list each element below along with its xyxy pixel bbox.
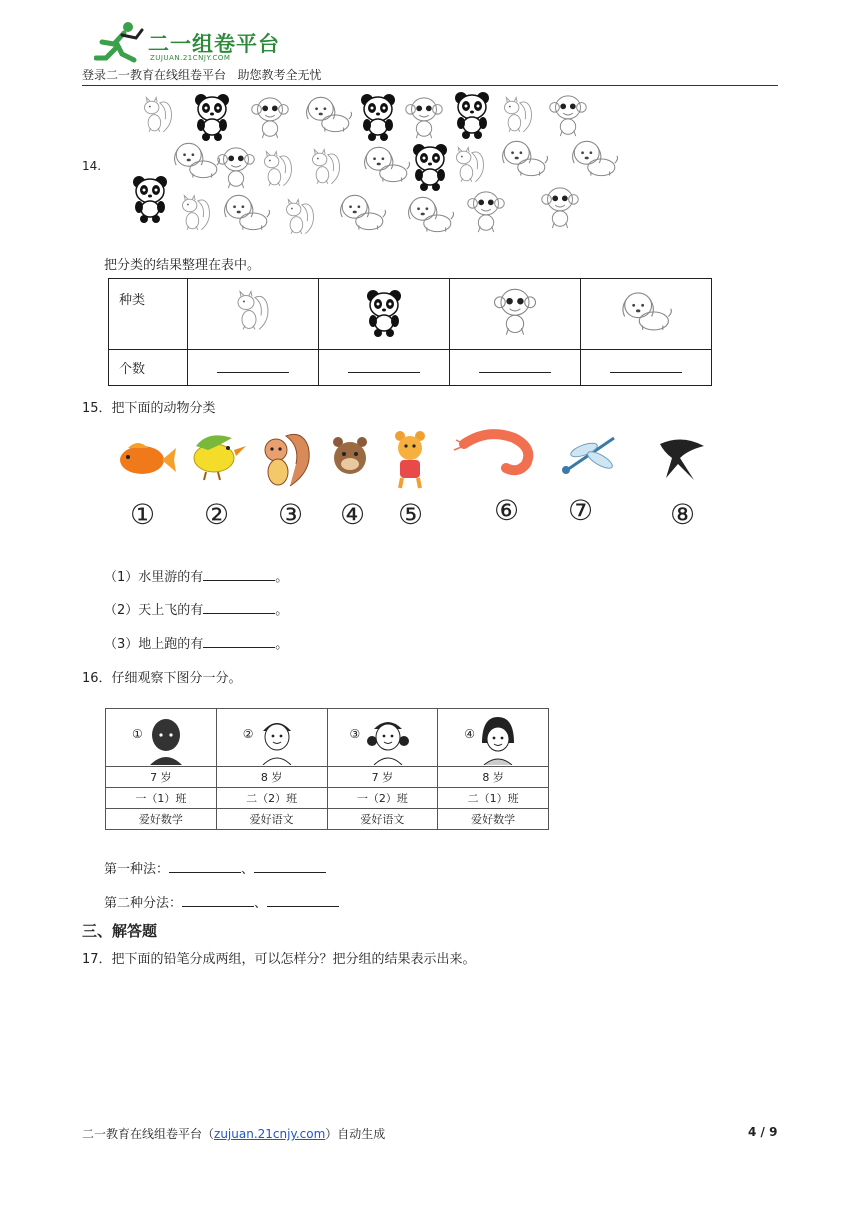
header-slogan: 登录二一教育在线组卷平台 助您教考全无忧: [82, 68, 322, 82]
table-row: [106, 788, 549, 809]
monkey-icon: [542, 188, 578, 228]
animal-number-6: ⑥: [494, 494, 520, 527]
answer-blank[interactable]: [348, 358, 420, 373]
child-number: ①: [132, 727, 143, 741]
q15-title: 15．把下面的动物分类: [82, 401, 216, 416]
table-row: [106, 809, 549, 830]
hobby-cell: 爱好语文: [327, 809, 438, 830]
q15-sub3: [104, 633, 288, 652]
q16-method1: [104, 858, 326, 877]
monkey-icon: [252, 98, 288, 138]
puppy-icon: [618, 289, 674, 335]
teddy-bear-icon: [395, 431, 425, 488]
table-row: [106, 709, 549, 767]
sub1-period: 。: [275, 570, 289, 585]
child-number: ④: [464, 727, 476, 741]
runner-logo-icon: [94, 20, 146, 64]
q15-animal-row: [108, 424, 718, 494]
animal-number-7: ⑦: [568, 494, 594, 527]
class-cell: 一（2）班: [327, 788, 438, 809]
class-cell: 二（1）班: [438, 788, 549, 809]
animal-number-8: ⑧: [670, 498, 696, 531]
sub2-period: 。: [275, 603, 289, 618]
squirrel-icon: [265, 434, 309, 486]
squirrel-icon: [457, 148, 484, 182]
q15-sub2: [104, 599, 288, 618]
monkey-icon: [406, 98, 442, 138]
page-number: 4 / 9: [748, 1125, 778, 1139]
panda-icon: [361, 94, 395, 141]
q15-sub2-label: （2）天上飞的有: [104, 603, 204, 618]
q16-children-table: [105, 708, 549, 830]
goldfish-icon: [120, 443, 176, 474]
puppy-icon: [365, 147, 410, 181]
age-cell: 8 岁: [438, 767, 549, 788]
table-row: [109, 279, 712, 350]
age-cell: 7 岁: [327, 767, 438, 788]
panda-icon: [455, 92, 489, 139]
swallow-icon: [660, 439, 704, 480]
panda-icon: [364, 286, 404, 338]
puppy-icon: [225, 195, 270, 229]
squirrel-icon: [505, 98, 532, 132]
answer-blank[interactable]: [610, 358, 682, 373]
footer-link[interactable]: zujuan.21cnjy.com: [214, 1127, 326, 1141]
logo-name: 二一组卷平台: [148, 32, 280, 56]
section-title: 三、解答题: [82, 922, 158, 940]
animal-number-3: ③: [278, 498, 304, 531]
q14-tally-table: [108, 278, 712, 386]
answer-blank[interactable]: [203, 599, 275, 614]
animal-number-4: ④: [340, 498, 366, 531]
child-number: ②: [242, 727, 254, 741]
q15-number-row: [108, 494, 718, 538]
animal-number-5: ⑤: [398, 498, 424, 531]
answer-blank[interactable]: [203, 566, 275, 581]
squirrel-icon: [183, 196, 210, 230]
q17-title: 17．把下面的铅笔分成两组，可以怎样分？把分组的结果表示出来。: [82, 952, 476, 967]
monkey-icon: [493, 285, 537, 339]
q15-sub1: [104, 566, 288, 585]
dragonfly-icon: [562, 438, 615, 474]
squirrel-icon: [313, 150, 340, 184]
q15-sub3-label: （3）地上跑的有: [104, 637, 204, 652]
squirrel-icon: [287, 200, 314, 234]
child-portrait-icon: [364, 713, 412, 765]
q16-title: 16．仔细观察下图分一分。: [82, 671, 242, 686]
puppy-icon: [503, 141, 548, 175]
logo-domain: ZUJUAN.21CNJY.COM: [150, 54, 231, 62]
q14-number: 14.: [82, 159, 102, 173]
answer-blank[interactable]: [479, 358, 551, 373]
hobby-cell: 爱好数学: [438, 809, 549, 830]
puppy-icon: [573, 141, 618, 175]
footer-text-after: ）自动生成: [325, 1127, 386, 1141]
hobby-cell: 爱好数学: [106, 809, 217, 830]
answer-blank[interactable]: [203, 633, 275, 648]
answer-blank[interactable]: [217, 358, 289, 373]
table-row: [106, 767, 549, 788]
puppy-icon: [175, 143, 220, 177]
animal-number-1: ①: [130, 498, 156, 531]
child-portrait-icon: [144, 713, 188, 765]
row-label-kind: 种类: [109, 279, 188, 350]
q14-animal-picture: [130, 88, 630, 248]
squirrel-icon: [265, 152, 292, 186]
q15-animals-illustration: [108, 424, 718, 494]
hobby-cell: 爱好语文: [216, 809, 327, 830]
monkey-icon: [550, 96, 586, 136]
class-cell: 二（2）班: [216, 788, 327, 809]
footer-source: [82, 1125, 385, 1142]
row-label-count: 个数: [109, 350, 188, 386]
child-portrait-icon: [255, 713, 299, 765]
table-row: [109, 350, 712, 386]
shrimp-icon: [454, 434, 528, 470]
answer-blank[interactable]: [254, 858, 326, 873]
separator: 、: [241, 862, 255, 877]
panda-icon: [195, 94, 229, 141]
bear-icon: [333, 437, 367, 474]
class-cell: 一（1）班: [106, 788, 217, 809]
q14-animals-illustration: [130, 88, 630, 248]
age-cell: 8 岁: [216, 767, 327, 788]
footer-text-before: 二一教育在线组卷平台（: [82, 1127, 215, 1141]
squirrel-icon: [145, 98, 172, 132]
age-cell: 7 岁: [106, 767, 217, 788]
method2-label: 第二种分法：: [104, 896, 183, 911]
child-portrait-icon: [476, 713, 520, 765]
child-number: ③: [349, 727, 361, 741]
puppy-icon: [409, 197, 454, 231]
sub3-period: 。: [275, 637, 289, 652]
panda-icon: [413, 144, 447, 191]
bird-icon: [194, 435, 246, 480]
method1-label: 第一种法：: [104, 862, 170, 877]
monkey-icon: [468, 192, 504, 232]
puppy-icon: [341, 195, 386, 229]
separator: 、: [254, 896, 268, 911]
header-divider: [82, 85, 778, 86]
monkey-icon: [218, 148, 254, 188]
q16-method2: [104, 892, 339, 911]
answer-blank[interactable]: [267, 892, 339, 907]
answer-blank[interactable]: [169, 858, 241, 873]
squirrel-icon: [233, 288, 273, 336]
answer-blank[interactable]: [182, 892, 254, 907]
animal-number-2: ②: [204, 498, 230, 531]
q15-sub1-label: （1）水里游的有: [104, 570, 204, 585]
puppy-icon: [307, 97, 352, 131]
q14-instruction: 把分类的结果整理在表中。: [104, 258, 261, 273]
panda-icon: [133, 176, 167, 223]
